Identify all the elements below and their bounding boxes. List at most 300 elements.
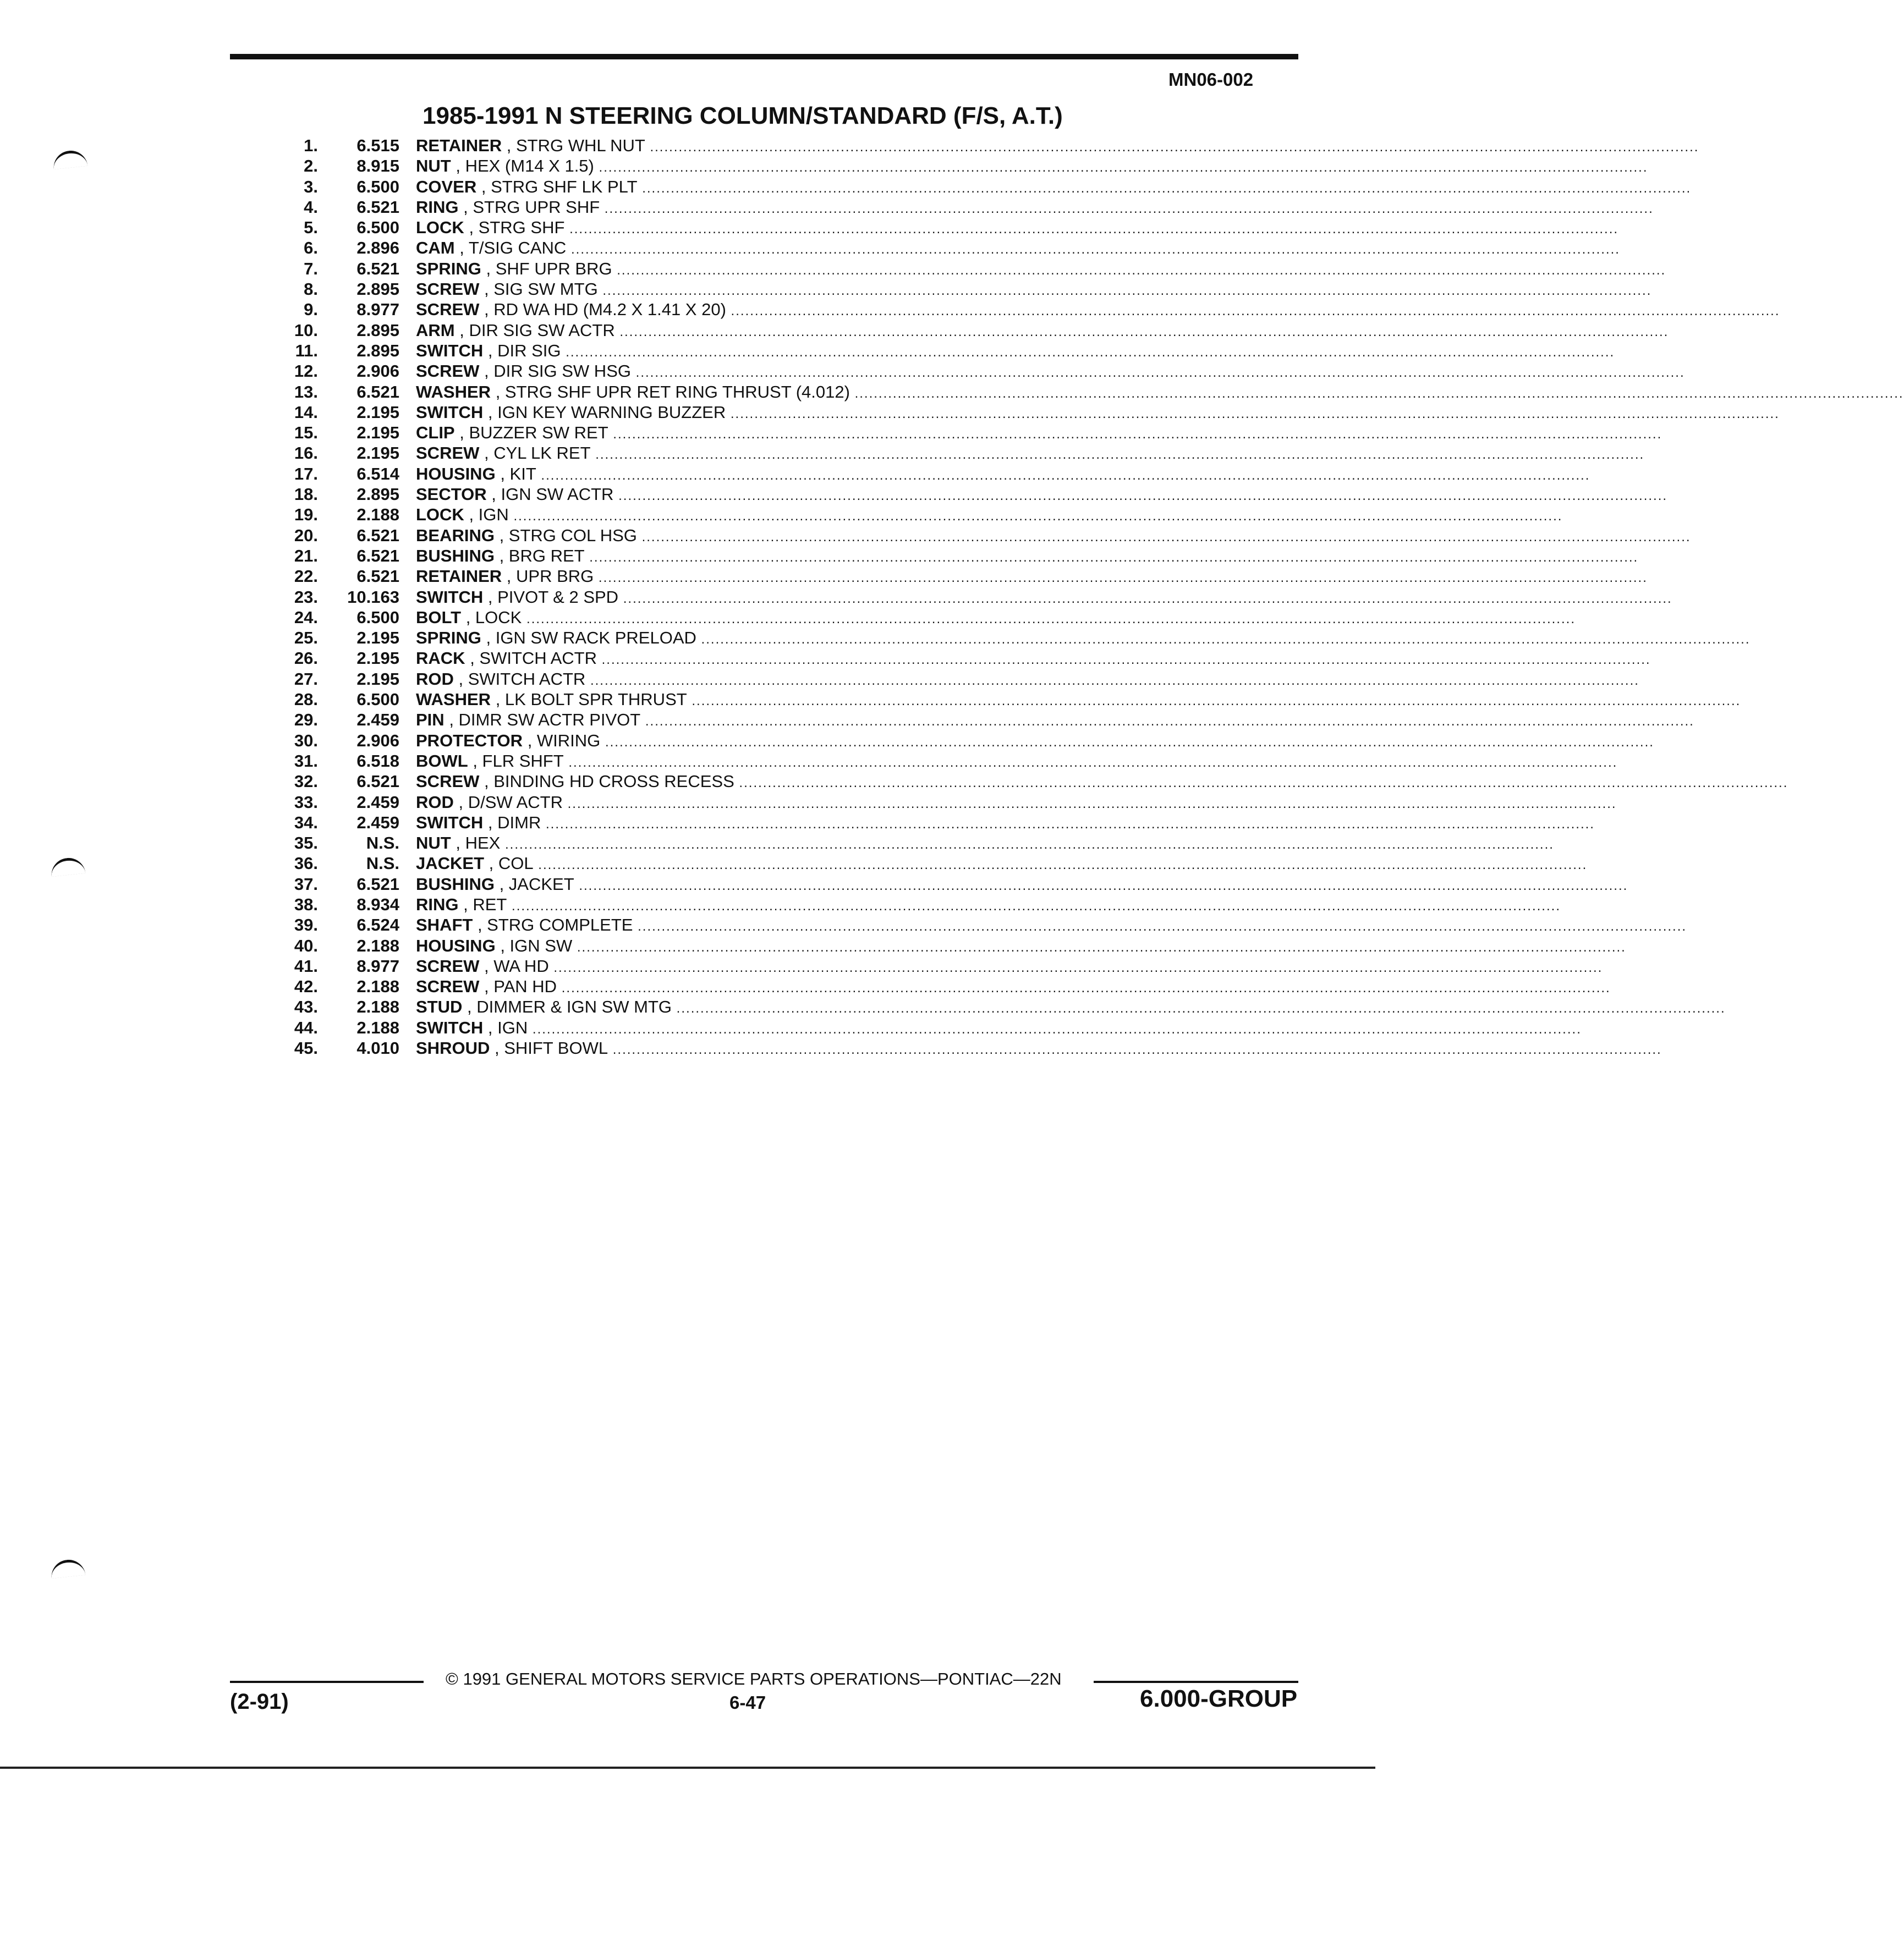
dot-leader: ............................................................................................................................................................................................................................ bbox=[672, 1001, 1726, 1016]
item-description bbox=[416, 751, 1618, 773]
part-name: SCREW bbox=[416, 361, 480, 381]
group-number: 6.514 bbox=[356, 464, 399, 483]
group-number: 6.518 bbox=[356, 751, 399, 771]
part-name: SHROUD bbox=[416, 1038, 490, 1058]
group-number: 6.500 bbox=[356, 218, 399, 238]
list-item bbox=[264, 361, 1685, 381]
dot-leader: ............................................................................................................................................................................................................................ bbox=[613, 488, 1668, 504]
list-item bbox=[264, 546, 1639, 566]
part-name: LOCK bbox=[416, 505, 464, 525]
item-description bbox=[416, 402, 1780, 424]
item-number: 17. bbox=[294, 464, 318, 483]
list-item bbox=[264, 976, 1611, 997]
item-number: 30. bbox=[294, 730, 318, 750]
item-number: 41. bbox=[294, 956, 318, 976]
dot-leader: ............................................................................................................................................................................................................................ bbox=[687, 694, 1741, 709]
item-number: 4. bbox=[304, 197, 318, 217]
dot-leader: ............................................................................................................................................................................................................................ bbox=[630, 365, 1685, 381]
item-number: 29. bbox=[294, 710, 318, 730]
list-item bbox=[264, 812, 1595, 833]
item-number: 13. bbox=[294, 382, 318, 402]
dot-leader: ............................................................................................................................................................................................................................ bbox=[640, 714, 1694, 729]
dot-leader: ............................................................................................................................................................................................................................ bbox=[508, 509, 1563, 524]
group-number: 6.521 bbox=[356, 525, 399, 545]
part-name: SPRING bbox=[416, 628, 481, 648]
item-description bbox=[416, 792, 1617, 814]
item-description bbox=[416, 997, 1726, 1019]
item-number: 27. bbox=[294, 669, 318, 689]
group-number: 2.906 bbox=[356, 730, 399, 750]
list-item bbox=[264, 689, 1741, 710]
group-number: 2.188 bbox=[356, 936, 399, 955]
item-number: 36. bbox=[294, 854, 318, 873]
group-number: 8.977 bbox=[356, 300, 399, 320]
list-item bbox=[264, 566, 1648, 586]
item-description bbox=[416, 628, 1751, 650]
item-description bbox=[416, 915, 1687, 937]
item-description bbox=[416, 525, 1691, 547]
part-name: SCREW bbox=[416, 772, 480, 791]
group-number: 2.195 bbox=[356, 423, 399, 443]
list-item bbox=[264, 792, 1617, 812]
item-number: 40. bbox=[294, 936, 318, 955]
part-name: SCREW bbox=[416, 977, 480, 997]
group-number: 2.188 bbox=[356, 977, 399, 997]
list-item bbox=[264, 156, 1648, 176]
part-name: CAM bbox=[416, 238, 455, 258]
dot-leader: ............................................................................................................................................................................................................................ bbox=[562, 796, 1617, 811]
group-number: 2.188 bbox=[356, 505, 399, 525]
dot-leader: ............................................................................................................................................................................................................................ bbox=[600, 734, 1654, 750]
part-detail: , STRG COMPLETE bbox=[477, 915, 633, 935]
dot-leader: ............................................................................................................................................................................................................................ bbox=[500, 837, 1554, 853]
group-number: 4.010 bbox=[356, 1038, 399, 1058]
group-number: 8.977 bbox=[356, 956, 399, 976]
dot-leader: ............................................................................................................................................................................................................................ bbox=[564, 222, 1619, 237]
group-label: 6.000-GROUP bbox=[1140, 1685, 1298, 1712]
dot-leader: ............................................................................................................................................................................................................................ bbox=[614, 324, 1669, 339]
dot-leader: ............................................................................................................................................................................................................................ bbox=[597, 283, 1652, 299]
dot-leader: ............................................................................................................................................................................................................................ bbox=[734, 776, 1788, 791]
part-name: WASHER bbox=[416, 382, 491, 402]
part-detail: , D/SW ACTR bbox=[458, 792, 563, 812]
group-number: 6.515 bbox=[356, 136, 399, 155]
part-name: BEARING bbox=[416, 525, 495, 545]
part-name: NUT bbox=[416, 156, 451, 176]
item-description bbox=[416, 976, 1611, 998]
dot-leader: ............................................................................................................................................................................................................................ bbox=[557, 981, 1611, 996]
part-detail: , DIR SIG SW HSG bbox=[484, 361, 631, 381]
item-number: 14. bbox=[294, 402, 318, 422]
dot-leader: ............................................................................................................................................................................................................................ bbox=[633, 919, 1687, 934]
item-description bbox=[416, 771, 1788, 793]
item-number: 2. bbox=[304, 156, 318, 176]
part-name: SWITCH bbox=[416, 812, 484, 832]
list-item bbox=[264, 299, 1780, 320]
list-item bbox=[264, 258, 1666, 279]
list-item bbox=[264, 710, 1694, 730]
dot-leader: ............................................................................................................................................................................................................................ bbox=[726, 304, 1780, 319]
dot-leader: ............................................................................................................................................................................................................................ bbox=[608, 1042, 1662, 1058]
group-number: 8.934 bbox=[356, 894, 399, 914]
part-name: SWITCH bbox=[416, 587, 484, 607]
part-detail: , RD WA HD (M4.2 X 1.41 X 20) bbox=[484, 300, 726, 320]
part-detail: , KIT bbox=[500, 464, 536, 483]
item-number: 10. bbox=[294, 320, 318, 340]
margin-mark bbox=[52, 149, 88, 169]
part-detail: , UPR BRG bbox=[506, 566, 594, 586]
item-number: 19. bbox=[294, 505, 318, 525]
item-number: 15. bbox=[294, 423, 318, 443]
item-description bbox=[416, 443, 1645, 465]
part-detail: , LOCK bbox=[465, 607, 522, 627]
item-description bbox=[416, 299, 1780, 321]
part-detail: , T/SIG CANC bbox=[459, 238, 567, 258]
list-item bbox=[264, 422, 1662, 443]
part-detail: , DIMR SW ACTR PIVOT bbox=[449, 710, 641, 730]
part-detail: , IGN SW ACTR bbox=[491, 485, 614, 504]
part-detail: , STRG COL HSG bbox=[499, 525, 637, 545]
item-number: 44. bbox=[294, 1018, 318, 1037]
part-detail: , DIMR bbox=[487, 812, 541, 832]
part-name: RACK bbox=[416, 648, 465, 668]
part-detail: , IGN bbox=[487, 1018, 528, 1037]
item-number: 33. bbox=[294, 792, 318, 812]
part-name: PIN bbox=[416, 710, 445, 730]
part-detail: , STRG SHF bbox=[469, 218, 565, 238]
part-detail: , IGN bbox=[469, 505, 509, 525]
item-number: 20. bbox=[294, 525, 318, 545]
part-name: BUSHING bbox=[416, 546, 495, 565]
part-name: STUD bbox=[416, 997, 463, 1017]
group-number: 2.895 bbox=[356, 279, 399, 299]
page-number: 6-47 bbox=[729, 1692, 766, 1713]
group-number: 6.521 bbox=[356, 772, 399, 791]
item-description bbox=[416, 464, 1590, 486]
part-name: SCREW bbox=[416, 956, 480, 976]
item-number: 18. bbox=[294, 485, 318, 504]
item-description bbox=[416, 217, 1619, 239]
dot-leader: ............................................................................................................................................................................................................................ bbox=[533, 857, 1588, 873]
list-item bbox=[264, 874, 1628, 894]
dot-leader: ............................................................................................................................................................................................................................ bbox=[574, 878, 1628, 893]
list-item bbox=[264, 402, 1780, 422]
item-description bbox=[416, 279, 1652, 301]
part-name: RING bbox=[416, 197, 459, 217]
item-number: 26. bbox=[294, 648, 318, 668]
list-item bbox=[264, 320, 1669, 340]
item-number: 39. bbox=[294, 915, 318, 935]
group-number: 2.188 bbox=[356, 1018, 399, 1037]
part-name: ROD bbox=[416, 669, 454, 689]
dot-leader: ............................................................................................................................................................................................................................ bbox=[637, 180, 1692, 196]
list-item bbox=[264, 217, 1619, 238]
item-description bbox=[416, 730, 1654, 752]
item-number: 16. bbox=[294, 443, 318, 463]
item-number: 37. bbox=[294, 874, 318, 894]
item-number: 28. bbox=[294, 690, 318, 710]
part-detail: , HEX bbox=[456, 833, 501, 853]
part-name: SWITCH bbox=[416, 340, 484, 360]
dot-leader: ............................................................................................................................................................................................................................ bbox=[594, 570, 1648, 586]
item-description bbox=[416, 689, 1741, 711]
item-description bbox=[416, 504, 1563, 526]
part-name: RETAINER bbox=[416, 566, 502, 586]
group-number: 2.195 bbox=[356, 402, 399, 422]
group-number: 6.500 bbox=[356, 177, 399, 196]
item-description bbox=[416, 853, 1588, 875]
dot-leader: ............................................................................................................................................................................................................................ bbox=[585, 673, 1639, 688]
part-name: SCREW bbox=[416, 300, 480, 320]
parts-list bbox=[264, 135, 1904, 1058]
group-number: 2.895 bbox=[356, 320, 399, 340]
dot-leader: ............................................................................................................................................................................................................................ bbox=[541, 816, 1595, 832]
group-number: 6.521 bbox=[356, 258, 399, 278]
dot-leader: ............................................................................................................................................................................................................................ bbox=[572, 939, 1626, 955]
list-item bbox=[264, 628, 1751, 648]
item-number: 42. bbox=[294, 977, 318, 997]
footer-rule-left bbox=[230, 1681, 424, 1683]
part-detail: , WA HD bbox=[484, 956, 549, 976]
dot-leader: ............................................................................................................................................................................................................................ bbox=[726, 406, 1780, 421]
part-name: PROTECTOR bbox=[416, 730, 523, 750]
part-detail: , HEX (M14 X 1.5) bbox=[456, 156, 594, 176]
list-item bbox=[264, 853, 1588, 873]
item-description bbox=[416, 812, 1595, 834]
list-item bbox=[264, 504, 1563, 525]
item-number: 24. bbox=[294, 607, 318, 627]
item-number: 23. bbox=[294, 587, 318, 607]
item-description bbox=[416, 156, 1648, 178]
item-number: 32. bbox=[294, 772, 318, 791]
item-description bbox=[416, 361, 1685, 383]
item-description bbox=[416, 936, 1626, 958]
group-number: 2.895 bbox=[356, 485, 399, 504]
part-detail: , SWITCH ACTR bbox=[470, 648, 597, 668]
part-detail: , CYL LK RET bbox=[484, 443, 591, 463]
group-number: 6.521 bbox=[356, 874, 399, 894]
item-description bbox=[416, 484, 1668, 506]
list-item bbox=[264, 382, 1904, 402]
item-number: 6. bbox=[304, 238, 318, 258]
part-detail: , STRG UPR SHF bbox=[463, 197, 600, 217]
item-description bbox=[416, 648, 1651, 670]
dot-leader: ............................................................................................................................................................................................................................ bbox=[594, 160, 1648, 175]
item-number: 35. bbox=[294, 833, 318, 853]
group-number: 2.188 bbox=[356, 997, 399, 1017]
group-number: 2.896 bbox=[356, 238, 399, 258]
item-description bbox=[416, 382, 1904, 404]
part-detail: , LK BOLT SPR THRUST bbox=[495, 690, 687, 710]
part-name: SWITCH bbox=[416, 1018, 484, 1037]
list-item bbox=[264, 464, 1590, 484]
list-item bbox=[264, 997, 1726, 1017]
item-number: 7. bbox=[304, 258, 318, 278]
part-detail: , PIVOT & 2 SPD bbox=[487, 587, 619, 607]
list-item bbox=[264, 894, 1561, 915]
list-item bbox=[264, 915, 1687, 935]
top-rule bbox=[230, 54, 1298, 59]
part-detail: , RET bbox=[463, 894, 507, 914]
part-name: RETAINER bbox=[416, 136, 502, 155]
group-number: 6.500 bbox=[356, 607, 399, 627]
list-item bbox=[264, 751, 1618, 771]
item-number: 21. bbox=[294, 546, 318, 565]
group-number: 6.521 bbox=[356, 566, 399, 586]
list-item bbox=[264, 525, 1691, 546]
list-item bbox=[264, 607, 1576, 628]
part-name: COVER bbox=[416, 177, 477, 196]
item-number: 1. bbox=[304, 136, 318, 155]
item-number: 34. bbox=[294, 812, 318, 832]
page-title: 1985-1991 N STEERING COLUMN/STANDARD (F/S, A.T.) bbox=[422, 102, 1063, 129]
footer-rule-right bbox=[1094, 1681, 1298, 1683]
list-item bbox=[264, 648, 1651, 668]
part-detail: , IGN SW RACK PRELOAD bbox=[486, 628, 696, 648]
copyright-text: © 1991 GENERAL MOTORS SERVICE PARTS OPERATIONS—PONTIAC—22N bbox=[446, 1669, 1062, 1689]
part-name: HOUSING bbox=[416, 464, 496, 483]
part-name: BOWL bbox=[416, 751, 468, 771]
part-detail: , JACKET bbox=[499, 874, 574, 894]
list-item bbox=[264, 587, 1672, 607]
item-description bbox=[416, 135, 1699, 157]
margin-mark bbox=[50, 856, 86, 877]
group-number: 2.459 bbox=[356, 792, 399, 812]
list-item bbox=[264, 833, 1554, 853]
part-name: NUT bbox=[416, 833, 451, 853]
part-name: WASHER bbox=[416, 690, 491, 710]
list-item bbox=[264, 1038, 1662, 1058]
item-number: 11. bbox=[295, 340, 318, 360]
item-description bbox=[416, 197, 1654, 219]
group-number: 2.459 bbox=[356, 710, 399, 730]
item-description bbox=[416, 566, 1648, 588]
group-number: 2.195 bbox=[356, 669, 399, 689]
list-item bbox=[264, 238, 1620, 258]
group-number: 10.163 bbox=[347, 587, 399, 607]
dot-leader: ............................................................................................................................................................................................................................ bbox=[645, 140, 1699, 155]
item-description bbox=[416, 874, 1628, 896]
item-description bbox=[416, 669, 1639, 691]
part-name: JACKET bbox=[416, 854, 485, 873]
group-number: 2.195 bbox=[356, 443, 399, 463]
group-number: 2.195 bbox=[356, 648, 399, 668]
dot-leader: ............................................................................................................................................................................................................................ bbox=[596, 652, 1651, 668]
list-item bbox=[264, 197, 1654, 217]
group-number: 2.906 bbox=[356, 361, 399, 381]
item-description bbox=[416, 320, 1669, 342]
group-number: N.S. bbox=[366, 854, 399, 873]
part-name: CLIP bbox=[416, 423, 455, 443]
item-number: 9. bbox=[304, 300, 318, 320]
list-item bbox=[264, 443, 1645, 463]
part-detail: , DIR SIG bbox=[487, 340, 561, 360]
item-number: 45. bbox=[294, 1038, 318, 1058]
group-number: 6.521 bbox=[356, 382, 399, 402]
item-number: 31. bbox=[294, 751, 318, 771]
dot-leader: ............................................................................................................................................................................................................................ bbox=[696, 632, 1751, 647]
list-item bbox=[264, 135, 1699, 156]
item-number: 8. bbox=[304, 279, 318, 299]
item-description bbox=[416, 710, 1694, 732]
part-detail: , STRG WHL NUT bbox=[506, 136, 645, 155]
part-name: SECTOR bbox=[416, 485, 487, 504]
group-number: 6.500 bbox=[356, 690, 399, 710]
item-number: 25. bbox=[294, 628, 318, 648]
group-number: 2.195 bbox=[356, 628, 399, 648]
list-item bbox=[264, 484, 1668, 504]
dot-leader: ............................................................................................................................................................................................................................ bbox=[536, 468, 1590, 483]
item-description bbox=[416, 607, 1576, 629]
item-number: 38. bbox=[294, 894, 318, 914]
dot-leader: ............................................................................................................................................................................................................................ bbox=[584, 549, 1639, 565]
dot-leader: ............................................................................................................................................................................................................................ bbox=[600, 201, 1654, 216]
dot-leader: ............................................................................................................................................................................................................................ bbox=[548, 960, 1603, 975]
item-description bbox=[416, 546, 1639, 568]
part-name: SPRING bbox=[416, 258, 481, 278]
item-description bbox=[416, 1038, 1662, 1060]
list-item bbox=[264, 177, 1692, 197]
document-code: MN06-002 bbox=[1168, 69, 1254, 90]
list-item bbox=[264, 340, 1615, 361]
item-description bbox=[416, 1018, 1582, 1040]
list-item bbox=[264, 956, 1603, 976]
part-detail: , STRG SHF LK PLT bbox=[481, 177, 638, 196]
part-detail: , WIRING bbox=[527, 730, 601, 750]
item-description bbox=[416, 258, 1666, 280]
dot-leader: ............................................................................................................................................................................................................................ bbox=[590, 447, 1645, 463]
group-number: 6.524 bbox=[356, 915, 399, 935]
group-number: 6.521 bbox=[356, 546, 399, 565]
part-detail: , SHF UPR BRG bbox=[486, 258, 612, 278]
item-description bbox=[416, 422, 1662, 444]
part-detail: , SWITCH ACTR bbox=[458, 669, 586, 689]
dot-leader: ............................................................................................................................................................................................................................ bbox=[618, 591, 1672, 606]
item-number: 22. bbox=[294, 566, 318, 586]
part-detail: , DIMMER & IGN SW MTG bbox=[467, 997, 672, 1017]
part-name: SCREW bbox=[416, 279, 480, 299]
item-number: 12. bbox=[294, 361, 318, 381]
bottom-rule bbox=[0, 1767, 1375, 1769]
part-detail: , PAN HD bbox=[484, 977, 557, 997]
list-item bbox=[264, 1018, 1582, 1038]
dot-leader: ............................................................................................................................................................................................................................ bbox=[563, 755, 1618, 770]
part-name: SHAFT bbox=[416, 915, 473, 935]
dot-leader: ............................................................................................................................................................................................................................ bbox=[561, 344, 1615, 360]
dot-leader: ............................................................................................................................................................................................................................ bbox=[608, 427, 1662, 442]
list-item bbox=[264, 771, 1788, 791]
dot-leader: ............................................................................................................................................................................................................................ bbox=[528, 1021, 1582, 1037]
group-number: 6.521 bbox=[356, 197, 399, 217]
dot-leader: ............................................................................................................................................................................................................................ bbox=[612, 262, 1666, 278]
part-name: LOCK bbox=[416, 218, 464, 238]
item-number: 3. bbox=[304, 177, 318, 196]
part-detail: , STRG SHF UPR RET RING THRUST (4.012) bbox=[495, 382, 850, 402]
list-item bbox=[264, 730, 1654, 751]
item-description bbox=[416, 238, 1620, 260]
part-detail: , COL bbox=[489, 854, 534, 873]
date-code: (2-91) bbox=[230, 1690, 289, 1714]
group-number: 8.915 bbox=[356, 156, 399, 176]
part-name: ARM bbox=[416, 320, 455, 340]
part-detail: , FLR SHFT bbox=[473, 751, 564, 771]
margin-mark bbox=[50, 1558, 86, 1579]
dot-leader: ............................................................................................................................................................................................................................ bbox=[566, 242, 1620, 257]
part-name: BUSHING bbox=[416, 874, 495, 894]
part-detail: , BRG RET bbox=[499, 546, 585, 565]
item-description bbox=[416, 833, 1554, 855]
part-name: SCREW bbox=[416, 443, 480, 463]
